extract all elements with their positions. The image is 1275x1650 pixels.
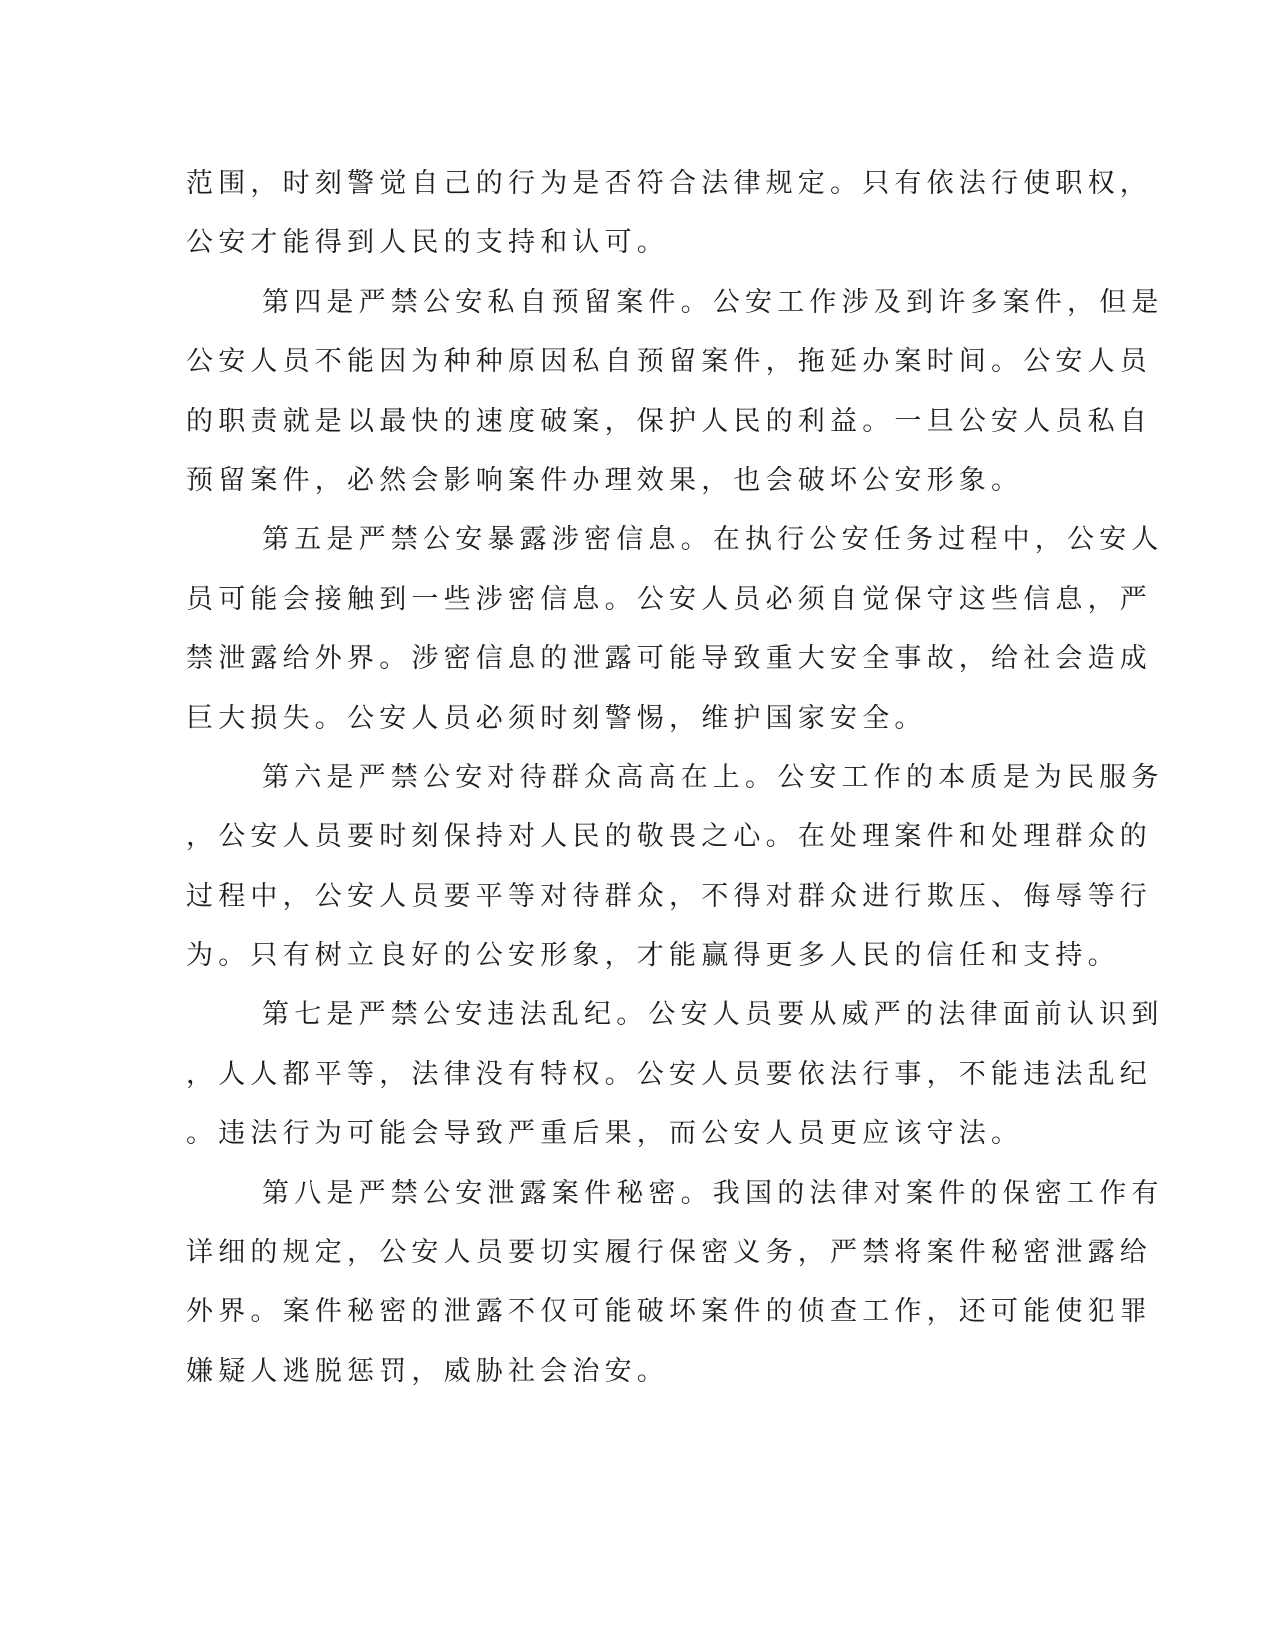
document-body: [186, 154, 1164, 1401]
body-line: 为。只有树立良好的公安形象，才能赢得更多人民的信任和支持。: [186, 940, 1120, 972]
body-line: 员可能会接触到一些涉密信息。公安人员必须自觉保守这些信息，严: [186, 583, 1152, 615]
body-line: 嫌疑人逃脱惩罚，威胁社会治安。: [186, 1355, 669, 1387]
body-line: ，人人都平等，法律没有特权。公安人员要依法行事，不能违法乱纪: [186, 1058, 1152, 1090]
body-line: 公安人员不能因为种种原因私自预留案件，拖延办案时间。公安人员: [186, 346, 1152, 378]
body-line: 禁泄露给外界。涉密信息的泄露可能导致重大安全事故，给社会造成: [186, 643, 1152, 675]
paragraph-6-first-line: 第六是严禁公安对待群众高高在上。公安工作的本质是为民服务: [262, 761, 1164, 793]
body-line: 外界。案件秘密的泄露不仅可能破坏案件的侦查工作，还可能使犯罪: [186, 1296, 1152, 1328]
paragraph-5-first-line: 第五是严禁公安暴露涉密信息。在执行公安任务过程中，公安人: [262, 524, 1164, 556]
body-line: 的职责就是以最快的速度破案，保护人民的利益。一旦公安人员私自: [186, 405, 1152, 437]
body-line: 。违法行为可能会导致严重后果，而公安人员更应该守法。: [186, 1118, 1024, 1150]
body-line: 过程中，公安人员要平等对待群众，不得对群众进行欺压、侮辱等行: [186, 880, 1152, 912]
paragraph-8-first-line: 第八是严禁公安泄露案件秘密。我国的法律对案件的保密工作有: [262, 1177, 1164, 1209]
body-line: 范围，时刻警觉自己的行为是否符合法律规定。只有依法行使职权，: [186, 168, 1152, 199]
paragraph-4-first-line: 第四是严禁公安私自预留案件。公安工作涉及到许多案件，但是: [262, 286, 1164, 318]
body-line: 巨大损失。公安人员必须时刻警惕，维护国家安全。: [186, 702, 927, 734]
paragraph-7-first-line: 第七是严禁公安违法乱纪。公安人员要从威严的法律面前认识到: [262, 999, 1164, 1031]
body-line: 详细的规定，公安人员要切实履行保密义务，严禁将案件秘密泄露给: [186, 1237, 1152, 1269]
body-line: ，公安人员要时刻保持对人民的敬畏之心。在处理案件和处理群众的: [186, 821, 1152, 853]
body-line: 预留案件，必然会影响案件办理效果，也会破坏公安形象。: [186, 464, 1024, 496]
body-line: 公安才能得到人民的支持和认可。: [186, 227, 669, 259]
